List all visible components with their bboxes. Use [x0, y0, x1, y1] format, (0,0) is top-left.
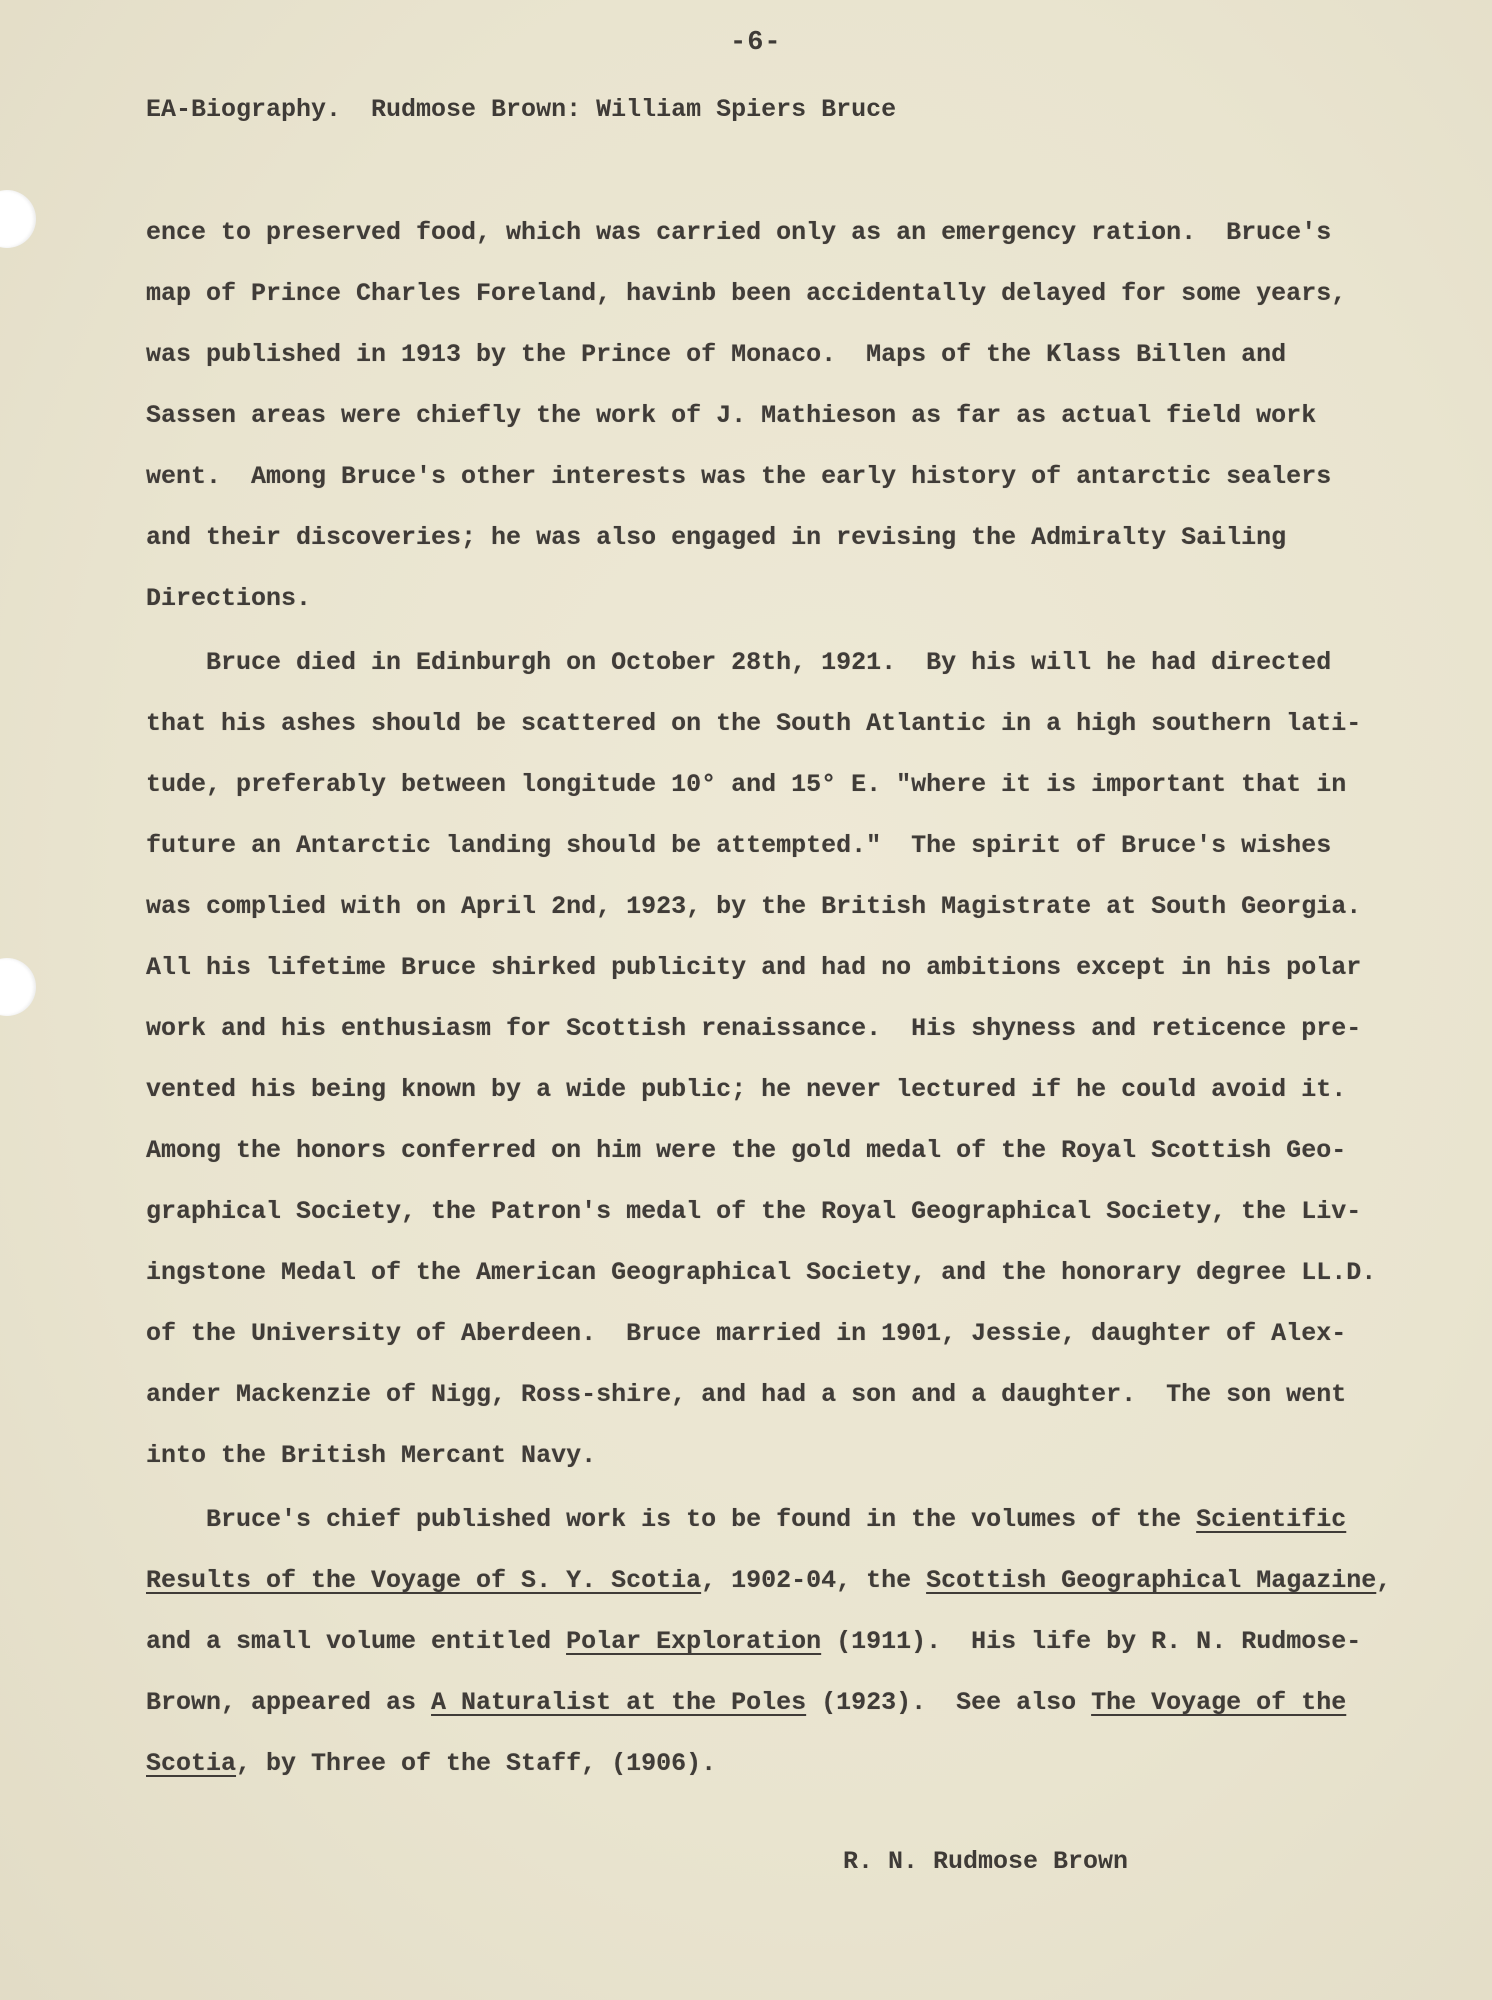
text-line: vented his being known by a wide public; he never lectured if he could avoid it.: [146, 1075, 1347, 1104]
punch-hole: [0, 958, 36, 1016]
underlined-title: Results of the Voyage of S. Y. Scotia: [146, 1566, 702, 1595]
underlined-title: A Naturalist at the Poles: [431, 1688, 807, 1717]
text-line: future an Antarctic landing should be attempted." The spirit of Bruce's wishes: [146, 831, 1332, 860]
text-line: and their discoveries; he was also engaged in revising the Admiralty Sailing: [146, 523, 1287, 552]
page-number: -6-: [730, 28, 782, 58]
text-line: [146, 1505, 1346, 1535]
text-span: (1923). See also: [806, 1688, 1092, 1717]
text-line: [146, 1749, 716, 1779]
text-line: tude, preferably between longitude 10° and 15° E. "where it is important that in: [146, 770, 1347, 799]
text-line: that his ashes should be scattered on the South Atlantic in a high southern lati-: [146, 709, 1362, 738]
text-line: Bruce died in Edinburgh on October 28th, 1921. By his will he had directed: [146, 648, 1332, 677]
text-line: Among the honors conferred on him were the gold medal of the Royal Scottish Geo-: [146, 1136, 1347, 1165]
text-line: work and his enthusiasm for Scottish renaissance. His shyness and reticence pre-: [146, 1014, 1362, 1043]
text-line: ingstone Medal of the American Geographical Society, and the honorary degree LL.D.: [146, 1258, 1377, 1287]
text-span: , 1902-04, the: [701, 1566, 927, 1595]
text-line: All his lifetime Bruce shirked publicity and had no ambitions except in his polar: [146, 953, 1362, 982]
text-line: into the British Mercant Navy.: [146, 1441, 597, 1470]
underlined-title: Scottish Geographical Magazine: [926, 1566, 1377, 1595]
text-line: Sassen areas were chiefly the work of J. Mathieson as far as actual field work: [146, 401, 1317, 430]
underlined-title: Scientific: [1196, 1505, 1347, 1534]
page-header: EA-Biography. Rudmose Brown: William Spiers Bruce: [146, 95, 897, 124]
text-span: Brown, appeared as: [146, 1688, 432, 1717]
underlined-title: Scotia: [146, 1749, 237, 1778]
text-span: , by Three of the Staff, (1906).: [236, 1749, 717, 1778]
text-line: was published in 1913 by the Prince of Monaco. Maps of the Klass Billen and: [146, 340, 1287, 369]
text-span: and a small volume entitled: [146, 1627, 567, 1656]
text-line: Directions.: [146, 584, 312, 613]
underlined-title: The Voyage of the: [1091, 1688, 1347, 1717]
text-line: went. Among Bruce's other interests was the early history of antarctic sealers: [146, 462, 1332, 491]
text-line: map of Prince Charles Foreland, havinb been accidentally delayed for some years,: [146, 279, 1347, 308]
text-line: [146, 1566, 1391, 1596]
text-span: (1911). His life by R. N. Rudmose-: [821, 1627, 1362, 1656]
underlined-title: Polar Exploration: [566, 1627, 822, 1656]
author-signature: R. N. Rudmose Brown: [843, 1847, 1129, 1876]
text-line: ence to preserved food, which was carried only as an emergency ration. Bruce's: [146, 218, 1332, 247]
text-line: ander Mackenzie of Nigg, Ross-shire, and had a son and a daughter. The son went: [146, 1380, 1347, 1409]
text-line: of the University of Aberdeen. Bruce married in 1901, Jessie, daughter of Alex-: [146, 1319, 1347, 1348]
text-span: Bruce's chief published work is to be found in the volumes of the: [146, 1505, 1197, 1534]
punch-hole: [0, 190, 36, 248]
text-span: ,: [1376, 1566, 1392, 1595]
text-line: [146, 1688, 1346, 1718]
text-line: [146, 1627, 1361, 1657]
text-line: graphical Society, the Patron's medal of the Royal Geographical Society, the Liv-: [146, 1197, 1362, 1226]
text-line: was complied with on April 2nd, 1923, by the British Magistrate at South Georgia.: [146, 892, 1362, 921]
